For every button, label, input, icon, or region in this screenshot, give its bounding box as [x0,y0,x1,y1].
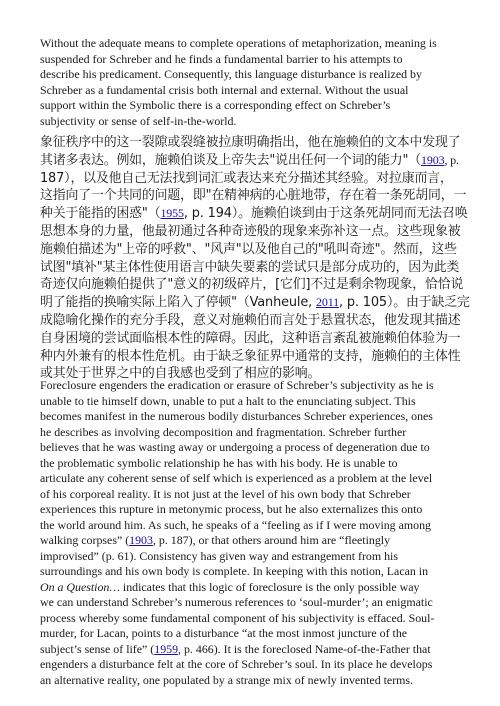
text-line: 其诸多表达。例如，施赖伯谈及上帝失去"说出任何一个词的能力"（1903, p. [40,152,459,168]
text-line: we can understand Schreber’s numerous references to ‘soul-murder’; an enigmatic [40,595,433,609]
paragraph-chinese [40,134,470,383]
text-line: an alternative reality, one populated by a strange mix of newly invented terms. [40,672,413,687]
text-line: of his corporeal reality. It is not just at the level of his own body that Schreber [40,486,411,501]
text-line: murder, for Lacan, points to a disturbance “at the most inmost juncture of the [40,626,408,640]
text-line: becomes manifest in the numerous bodily disturbances Schreber experiences, ones [40,409,433,423]
text-line: Without the adequate means to complete operations of metaphorization, meaning is [40,36,437,50]
text-line: On a Question… indicates that this logic of foreclosure is the only possible way [40,579,420,594]
text-line: 或其处于世界之中的自我感也受到了相应的影响。 [40,366,321,382]
text-line: 自身困境的尝试面临根本性的障碍。因此，这种语言紊乱被施赖伯体验为一 [40,330,461,346]
text-line: experiences this rupture in metonymic process, but he also externalizes this onto [40,502,423,516]
text-line: engenders a disturbance felt at the core of Schreber’s soul. In its place he develops [40,657,433,671]
text-line: 试图"填补"某主体性使用语言中缺失要素的尝试只是部分成功的，因为此类 [40,259,460,275]
text-line: 187），以及他自己无法找到词汇或表达来充分描述其经验。对拉康而言， [40,170,453,186]
text-line: the world around him. As such, he speaks of a “feeling as if I were moving among [40,517,431,532]
text-line: 成隐喻化操作的充分手段，意义对施赖伯而言处于悬置状态，他发现其描述 [40,312,461,328]
citation-link[interactable]: 1903 [129,533,153,547]
text-line: 象征秩序中的这一裂隙或裂缝被拉康明确指出，他在施赖伯的文本中发现了 [40,135,461,150]
text-line: surroundings and his own body is complete. In keeping with this notion, Lacan in [40,564,429,578]
text-line: subject’s sense of life” (1959, p. 466). It is the foreclosed Name-of-the-Father that [40,641,431,656]
text-line: 思想本身的力量，他最初通过各种奇迹般的现象来弥补这一点。这些现象被 [40,223,461,239]
text-line: Foreclosure engenders the eradication or erasure of Schreber’s subjectivity as he is [40,378,434,392]
text-line: describe his predicament. Consequently, this language disturbance is realized by [40,67,422,81]
text-line: suspended for Schreber and he finds a fundamental barrier to his attempts to [40,51,403,66]
citation-link[interactable]: 1955 [160,206,184,221]
text-line: 明了能指的换喻实际上陷入了停顿"（Vanheule, 2011, p. 105）。由于缺乏完 [40,295,470,311]
paragraph-english-2 [40,378,460,688]
text-line: walking corpses” (1903, p. 187), or that others around him are “fleetingly [40,533,391,547]
text-line: 种内外兼有的根本性危机。由于缺乏象征界中通常的支持，施赖伯的主体性 [40,348,461,364]
text-line: subjectivity or sense of self-in-the-world. [40,113,237,128]
text-line: articulate any coherent sense of self which is experienced as a problem at the level [40,471,433,485]
citation-link[interactable]: 1903 [421,152,445,167]
text-line: support within the Symbolic there is a corresponding effect on Schreber’s [40,98,391,112]
book-title: On a Question… [40,579,120,594]
text-line: 种关于能指的困惑"（1955, p. 194）。施赖伯谈到由于这条死胡同而无法召唤 [40,206,468,222]
citation-link[interactable]: 2011 [316,295,339,310]
text-line: unable to tie himself down, unable to put a halt to the enunciating subject. This [40,393,416,408]
citation-link[interactable]: 1959 [154,641,179,656]
text-line: he describes as involving decomposition and fragmentation. Schreber further [40,424,407,439]
text-line: the problematic symbolic relationship he has with his body. He is unable to [40,455,398,470]
text-line: 奇迹仅向施赖伯提供了"意义的初级碎片，[它们]不过是剩余物现象，恰恰说 [40,277,464,293]
paragraph-english-1 [40,36,460,129]
text-line: believes that he was wasting away or undergoing a process of degeneration due to [40,440,430,454]
text-line: Schreber as a fundamental crisis both internal and external. Without the usual [40,82,409,97]
text-line: process whereby some fundamental component of his subjectivity is effaced. Soul- [40,610,435,625]
text-line: 施赖伯描述为"上帝的呼救"、"风声"以及他自己的"吼叫奇迹"。然而，这些 [40,241,457,257]
text-line: 这指向了一个共同的问题，即"在精神病的心脏地带，存在着一条死胡同，一 [40,188,467,204]
text-line: improvised” (p. 61). Consistency has given way and estrangement from his [40,548,398,563]
